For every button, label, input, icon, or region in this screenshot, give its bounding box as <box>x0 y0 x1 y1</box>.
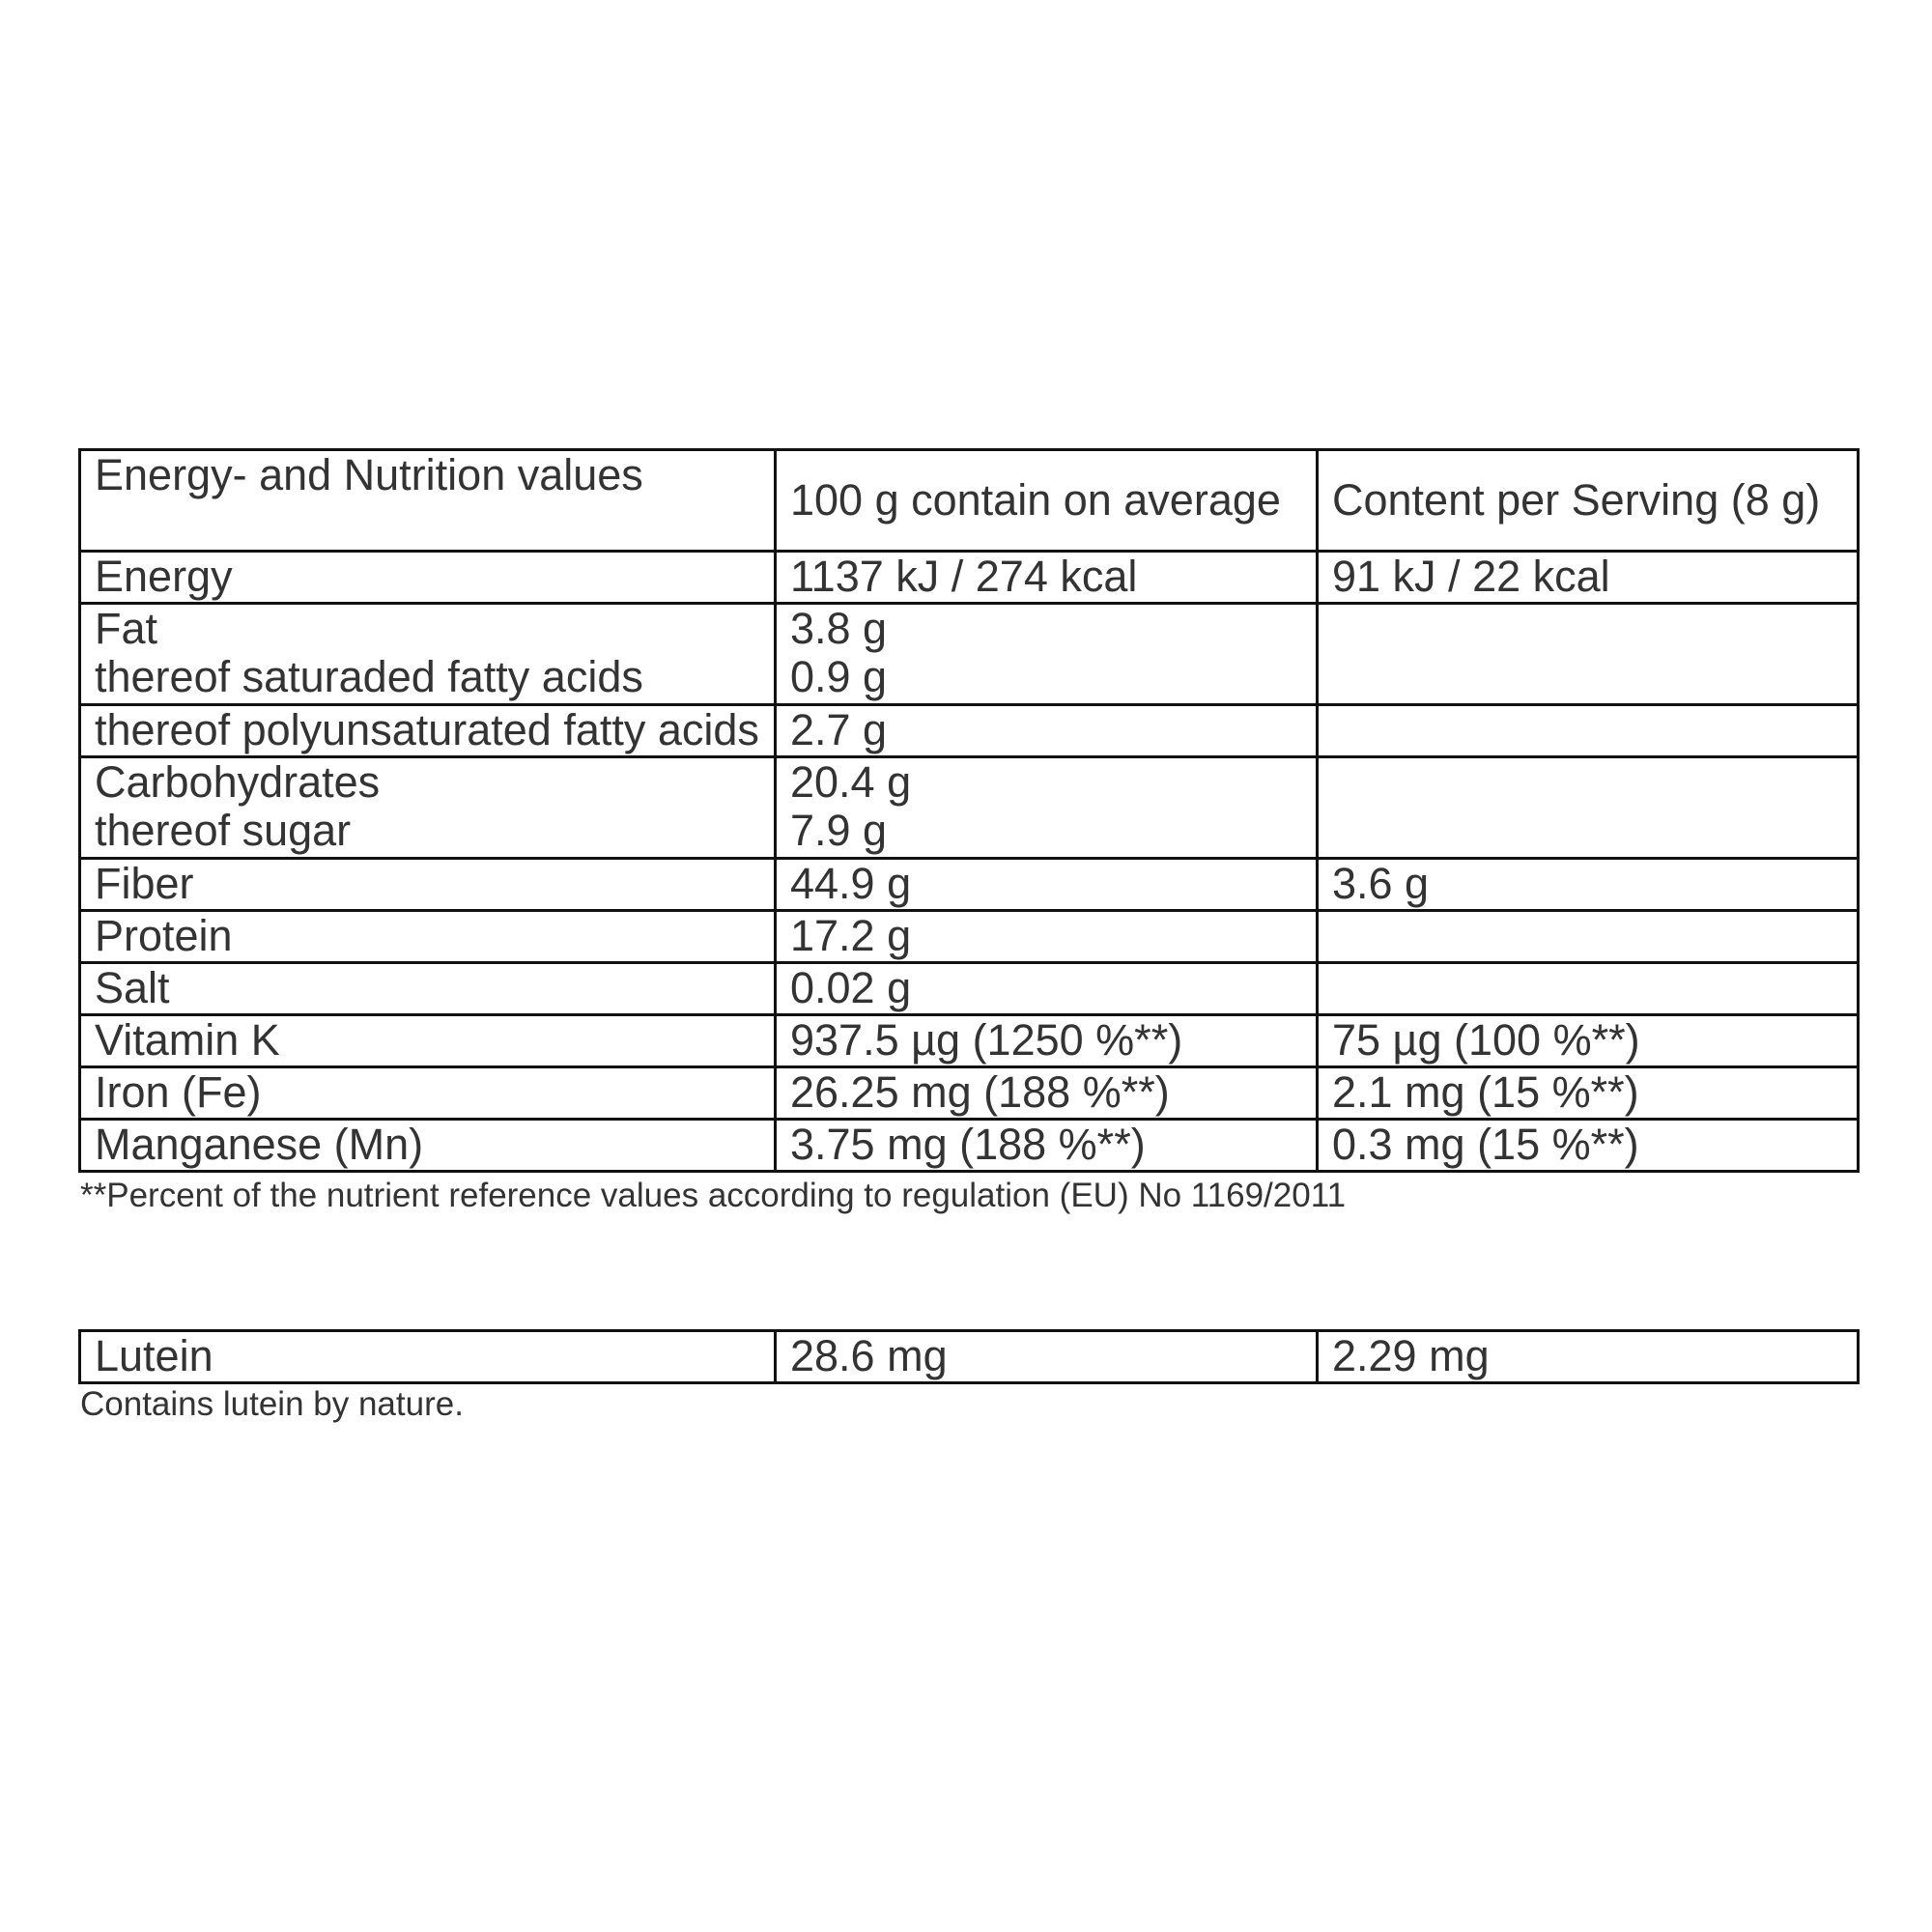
per-serving-cell <box>1318 604 1859 705</box>
per-serving-cell <box>1318 1067 1859 1120</box>
per-serving-cell <box>1318 911 1859 963</box>
per-serving-cell <box>1318 859 1859 911</box>
cell-text: Fiber <box>95 859 194 908</box>
cell-text: Vitamin K <box>95 1015 280 1065</box>
table-row <box>80 1120 1859 1172</box>
cell-text: 20.4 g <box>790 757 912 807</box>
lutein-per-100g: 28.6 mg <box>776 1331 1318 1383</box>
nutrient-name-cell <box>80 604 776 705</box>
cell-text: Protein <box>95 911 233 960</box>
cell-text: 3.75 mg (188 %**) <box>790 1120 1146 1169</box>
per-100g-cell <box>776 705 1318 757</box>
per-serving-cell <box>1318 963 1859 1015</box>
cell-text: 0.9 g <box>790 652 888 701</box>
cell-text: thereof polyunsaturated fatty acids <box>95 705 759 754</box>
per-100g-cell <box>776 757 1318 859</box>
nutrient-name-cell <box>80 552 776 604</box>
lutein-label: Lutein <box>80 1331 776 1383</box>
cell-text: 0.02 g <box>790 963 912 1012</box>
table-row <box>80 604 1859 705</box>
cell-text: Carbohydrates <box>95 757 381 807</box>
lutein-table <box>78 1329 1860 1384</box>
cell-text <box>1332 758 1847 807</box>
header-per-100g: 100 g contain on average <box>776 450 1318 552</box>
per-serving-cell <box>1318 1015 1859 1067</box>
lutein-per-serving: 2.29 mg <box>1318 1331 1859 1383</box>
cell-text: Iron (Fe) <box>95 1067 262 1117</box>
per-serving-cell <box>1318 757 1859 859</box>
per-100g-cell <box>776 963 1318 1015</box>
cell-text: 937.5 µg (1250 %**) <box>790 1015 1183 1065</box>
per-100g-cell <box>776 604 1318 705</box>
cell-text <box>1332 706 1847 754</box>
nutrient-name-cell <box>80 1067 776 1120</box>
cell-text: Manganese (Mn) <box>95 1120 424 1169</box>
cell-text: 3.8 g <box>790 604 888 653</box>
per-serving-cell <box>1318 705 1859 757</box>
header-per-serving: Content per Serving (8 g) <box>1318 450 1859 552</box>
nutrient-name-cell <box>80 705 776 757</box>
header-nutrient: Energy- and Nutrition values <box>80 450 776 552</box>
cell-text: 2.1 mg (15 %**) <box>1332 1067 1639 1117</box>
cell-text: Salt <box>95 963 170 1012</box>
cell-text <box>1332 912 1847 960</box>
cell-text: Fat <box>95 604 158 653</box>
table-row <box>80 1015 1859 1067</box>
cell-text: 44.9 g <box>790 859 912 908</box>
table-row <box>80 963 1859 1015</box>
cell-text: thereof saturaded fatty acids <box>95 652 643 701</box>
table-row <box>80 859 1859 911</box>
table-row <box>80 757 1859 859</box>
per-100g-cell <box>776 552 1318 604</box>
nutrient-name-cell <box>80 757 776 859</box>
cell-text: 3.6 g <box>1332 859 1430 908</box>
nutrient-name-cell <box>80 911 776 963</box>
table-row <box>80 1067 1859 1120</box>
cell-text: thereof sugar <box>95 806 352 855</box>
cell-text <box>1332 964 1847 1012</box>
cell-text: 7.9 g <box>790 806 888 855</box>
cell-text: 26.25 mg (188 %**) <box>790 1067 1170 1117</box>
cell-text: 2.7 g <box>790 705 888 754</box>
table-row <box>80 1331 1859 1383</box>
per-serving-cell <box>1318 1120 1859 1172</box>
cell-text: Energy <box>95 552 233 601</box>
per-100g-cell <box>776 1015 1318 1067</box>
cell-text: 91 kJ / 22 kcal <box>1332 552 1610 601</box>
nutrient-name-cell <box>80 1120 776 1172</box>
per-serving-cell <box>1318 552 1859 604</box>
footnote: **Percent of the nutrient reference values according to regulation (EU) No 1169/2011 <box>80 1177 1347 1214</box>
cell-text: 75 µg (100 %**) <box>1332 1015 1640 1065</box>
table-row <box>80 552 1859 604</box>
cell-text <box>1332 605 1847 653</box>
per-100g-cell <box>776 1067 1318 1120</box>
cell-text: 0.3 mg (15 %**) <box>1332 1120 1639 1169</box>
nutrient-name-cell <box>80 859 776 911</box>
per-100g-cell <box>776 911 1318 963</box>
cell-text: 17.2 g <box>790 911 912 960</box>
nutrient-name-cell <box>80 1015 776 1067</box>
lutein-note: Contains lutein by nature. <box>80 1385 464 1423</box>
table-row <box>80 705 1859 757</box>
nutrient-name-cell <box>80 963 776 1015</box>
per-100g-cell <box>776 859 1318 911</box>
cell-text: 1137 kJ / 274 kcal <box>790 552 1138 601</box>
nutrition-table <box>78 448 1860 1173</box>
per-100g-cell <box>776 1120 1318 1172</box>
header-row <box>80 450 1859 552</box>
table-row <box>80 911 1859 963</box>
